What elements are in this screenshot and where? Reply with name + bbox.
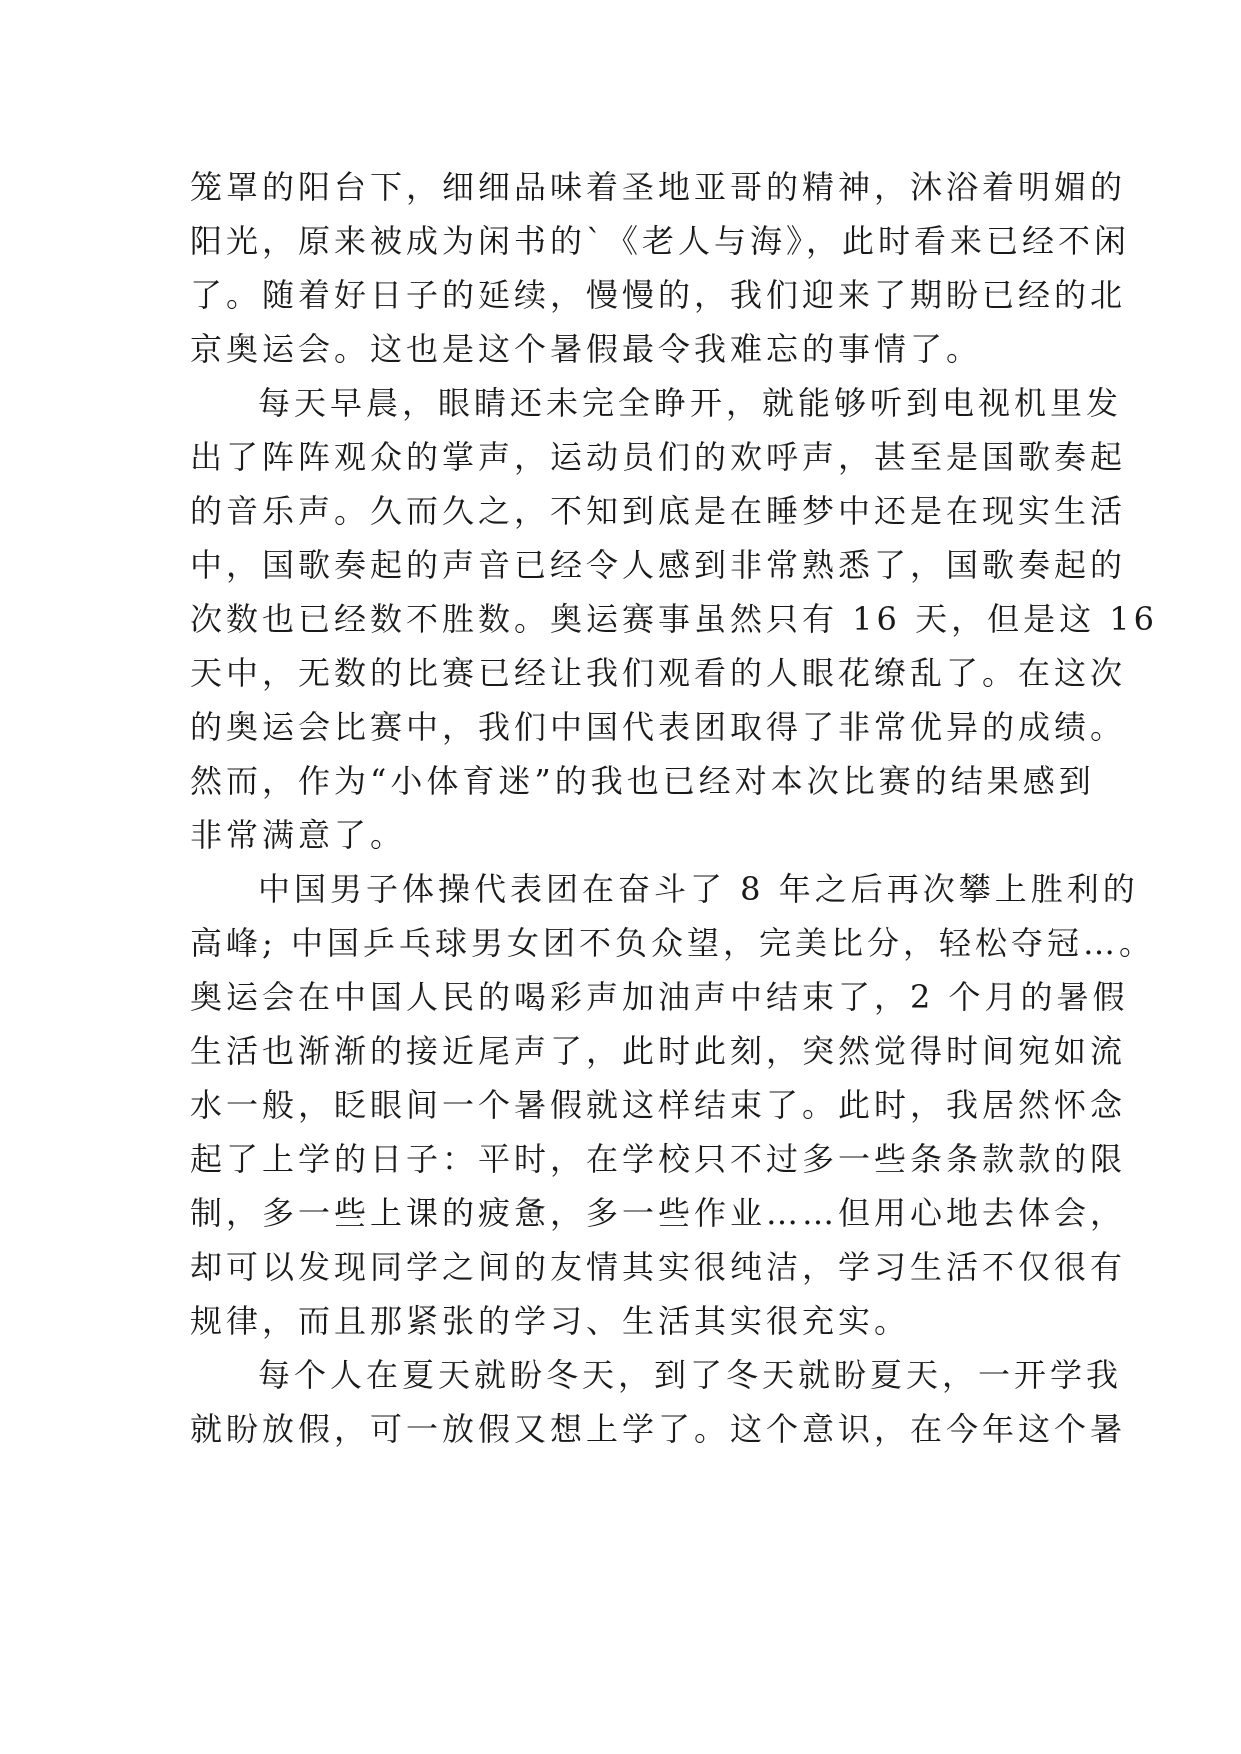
text-line: 就盼放假，可一放假又想上学了。这个意识，在今年这个暑 (190, 1410, 1127, 1448)
paragraph-start-line: 中国男子体操代表团在奋斗了 8 年之后再次攀上胜利的 (258, 870, 1139, 908)
text-line: 生活也渐渐的接近尾声了，此时此刻，突然觉得时间宛如流 (190, 1032, 1127, 1070)
text-line: 出了阵阵观众的掌声，运动员们的欢呼声，甚至是国歌奏起 (190, 438, 1127, 476)
text-line: 天中，无数的比赛已经让我们观看的人眼花缭乱了。在这次 (190, 654, 1127, 692)
text-line: 京奥运会。这也是这个暑假最令我难忘的事情了。 (190, 330, 983, 368)
text-line: 规律，而且那紧张的学习、生活其实很充实。 (190, 1302, 911, 1340)
paragraph-start-line: 每个人在夏天就盼冬天，到了冬天就盼夏天，一开学我 (258, 1356, 1123, 1394)
text-line: 高峰; 中国乒乓球男女团不负众望，完美比分，轻松夺冠…。 (190, 924, 1155, 962)
text-line: 制，多一些上课的疲惫，多一些作业……但用心地去体会， (190, 1194, 1127, 1232)
text-line: 了。随着好日子的延续，慢慢的，我们迎来了期盼已经的北 (190, 276, 1127, 314)
text-line: 阳光，原来被成为闲书的`《老人与海》，此时看来已经不闲 (190, 222, 1131, 260)
text-line: 中，国歌奏起的声音已经令人感到非常熟悉了，国歌奏起的 (190, 546, 1127, 584)
text-line: 然而，作为“小体育迷”的我也已经对本次比赛的结果感到 (190, 762, 1095, 800)
text-line: 的音乐声。久而久之，不知到底是在睡梦中还是在现实生活 (190, 492, 1127, 530)
text-line: 却可以发现同学之间的友情其实很纯洁，学习生活不仅很有 (190, 1248, 1127, 1286)
text-line: 起了上学的日子：平时，在学校只不过多一些条条款款的限 (190, 1140, 1127, 1178)
text-line: 水一般，眨眼间一个暑假就这样结束了。此时，我居然怀念 (190, 1086, 1127, 1124)
paragraph-start-line: 每天早晨，眼睛还未完全睁开，就能够听到电视机里发 (258, 384, 1123, 422)
text-line: 次数也已经数不胜数。奥运赛事虽然只有 16 天，但是这 16 (190, 600, 1158, 638)
document-body (190, 160, 1158, 1456)
text-line: 笼罩的阳台下，细细品味着圣地亚哥的精神，沐浴着明媚的 (190, 168, 1127, 206)
text-line: 的奥运会比赛中，我们中国代表团取得了非常优异的成绩。 (190, 708, 1127, 746)
text-line: 奥运会在中国人民的喝彩声加油声中结束了，2 个月的暑假 (190, 978, 1129, 1016)
text-line: 非常满意了。 (190, 816, 407, 854)
